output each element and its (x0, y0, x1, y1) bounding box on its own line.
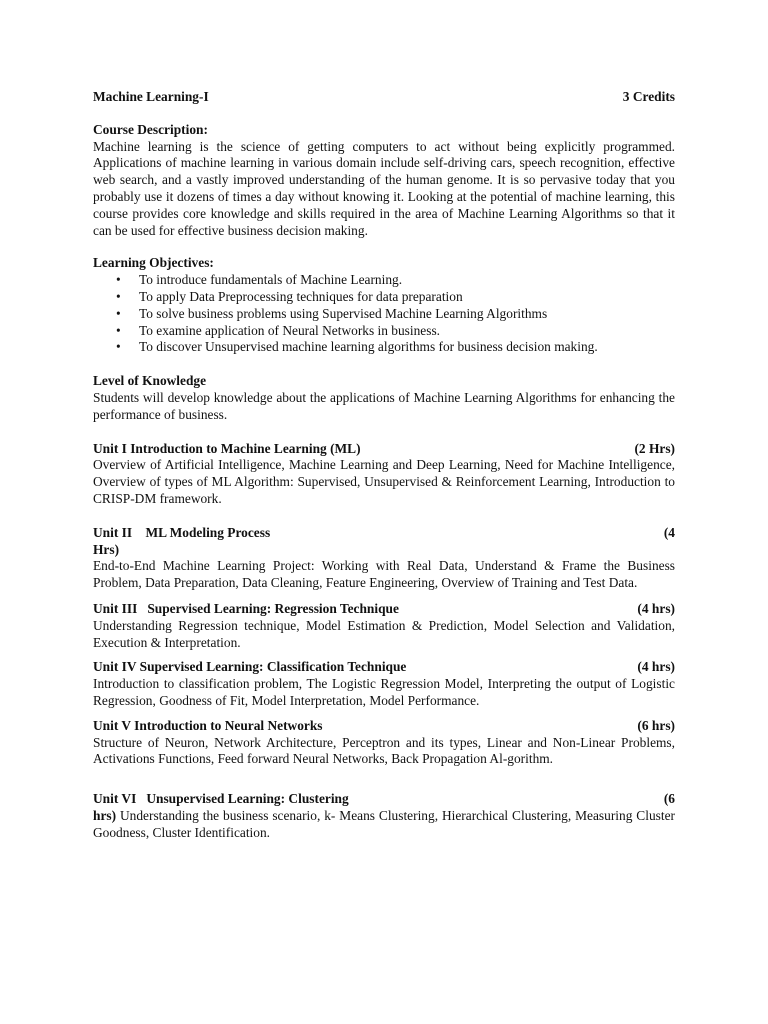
objective-text: To introduce fundamentals of Machine Learning. (139, 272, 403, 288)
course-title: Machine Learning-I (93, 89, 209, 104)
unit-3 (93, 601, 675, 651)
unit-content: Introduction to classification problem, The Logistic Regression Model, Interpreting the output of Logistic Regression, Goodness of Fit, Model Interpretation, Model Performance. (93, 676, 675, 708)
bullet-icon: • (116, 272, 121, 288)
unit-title: Unit III Supervised Learning: Regression Technique (93, 600, 399, 616)
unit-1 (93, 441, 675, 508)
objectives-heading: Learning Objectives: (93, 255, 214, 271)
unit-content: End-to-End Machine Learning Project: Working with Real Data, Understand & Frame the Business Problem, Data Preparation, Data Cleaning, Feature Engineering, Overview of Training and Test Data. (93, 558, 675, 591)
description-heading: Course Description: (93, 121, 208, 137)
course-credits: 3 Credits (622, 89, 675, 104)
unit-heading (93, 525, 675, 542)
bullet-icon: • (116, 322, 121, 338)
unit-hours-continued: Hrs) (93, 541, 120, 557)
unit-hours: (4 hrs) (637, 659, 675, 675)
objective-item (116, 339, 675, 356)
objective-text: To discover Unsupervised machine learning algorithms for business decision making. (139, 339, 598, 355)
section-level-of-knowledge (93, 373, 675, 423)
knowledge-text: Students will develop knowledge about the applications of Machine Learning Algorithms for enhancing the performance of business. (93, 389, 675, 422)
unit-hours: (6 (663, 791, 675, 807)
objectives-list (93, 272, 675, 356)
unit-hours-continued: hrs) (93, 807, 117, 823)
bullet-icon: • (116, 339, 121, 355)
unit-title: Unit VI Unsupervised Learning: Clustering (93, 791, 349, 807)
unit-heading (93, 441, 675, 458)
unit-6 (93, 791, 675, 841)
unit-hours: (2 Hrs) (634, 440, 675, 456)
unit-heading (93, 601, 675, 618)
unit-heading (93, 659, 675, 676)
unit-title: Unit I Introduction to Machine Learning (ML) (93, 440, 361, 456)
unit-heading (93, 791, 675, 808)
unit-title: Unit IV Supervised Learning: Classification Technique (93, 659, 407, 675)
unit-content: Understanding Regression technique, Model Estimation & Prediction, Model Selection and Validation, Execution & Interpretation. (93, 617, 675, 650)
section-course-description (93, 122, 675, 240)
objective-item (116, 289, 675, 306)
unit-title: Unit V Introduction to Neural Networks (93, 717, 323, 733)
description-text: Machine learning is the science of getting computers to act without being explicitly programmed. Applications of machine learning in various domain include self-driving cars, speech recognition, effective web search, and a vastly improved understanding of the human genome. It is so pervasive today that you probably use it dozens of times a day without knowing it. Looking at the potential of machine learning, this course provides core knowledge and skills required in the area of Machine Learning Algorithms so that it can be used for effective business decision making. (93, 138, 675, 238)
unit-content (93, 808, 675, 842)
syllabus-document (93, 89, 675, 841)
knowledge-heading: Level of Knowledge (93, 373, 207, 389)
objective-text: To examine application of Neural Networks in business. (139, 322, 441, 338)
unit-heading (93, 718, 675, 735)
unit-content-text: Understanding the business scenario, k- Means Clustering, Hierarchical Clustering, Measuring Cluster Goodness, Cluster Identification. (93, 807, 675, 840)
unit-content: Structure of Neuron, Network Architecture, Perceptron and its types, Linear and Non-Linear Problems, Activations Functions, Feed forward Neural Networks, Back Propagation Al-gorithm. (93, 734, 675, 767)
objective-item (116, 323, 675, 340)
bullet-icon: • (116, 305, 121, 321)
objective-text: To solve business problems using Supervised Machine Learning Algorithms (139, 305, 548, 321)
section-learning-objectives (93, 255, 675, 356)
unit-title: Unit II ML Modeling Process (93, 524, 271, 540)
unit-hours: (4 (663, 524, 675, 540)
unit-4 (93, 659, 675, 709)
course-header (93, 89, 675, 106)
bullet-icon: • (116, 288, 121, 304)
objective-text: To apply Data Preprocessing techniques for data preparation (139, 288, 463, 304)
unit-hours: (4 hrs) (637, 600, 675, 616)
unit-2 (93, 525, 675, 592)
objective-item (116, 272, 675, 289)
unit-content: Overview of Artificial Intelligence, Machine Learning and Deep Learning, Need for Machine Intelligence, Overview of types of ML Algorithm: Supervised, Unsupervised & Reinforcement Learning, Introduction to CRISP-DM framework. (93, 457, 675, 506)
unit-hours: (6 hrs) (637, 717, 675, 733)
unit-5 (93, 718, 675, 768)
objective-item (116, 306, 675, 323)
